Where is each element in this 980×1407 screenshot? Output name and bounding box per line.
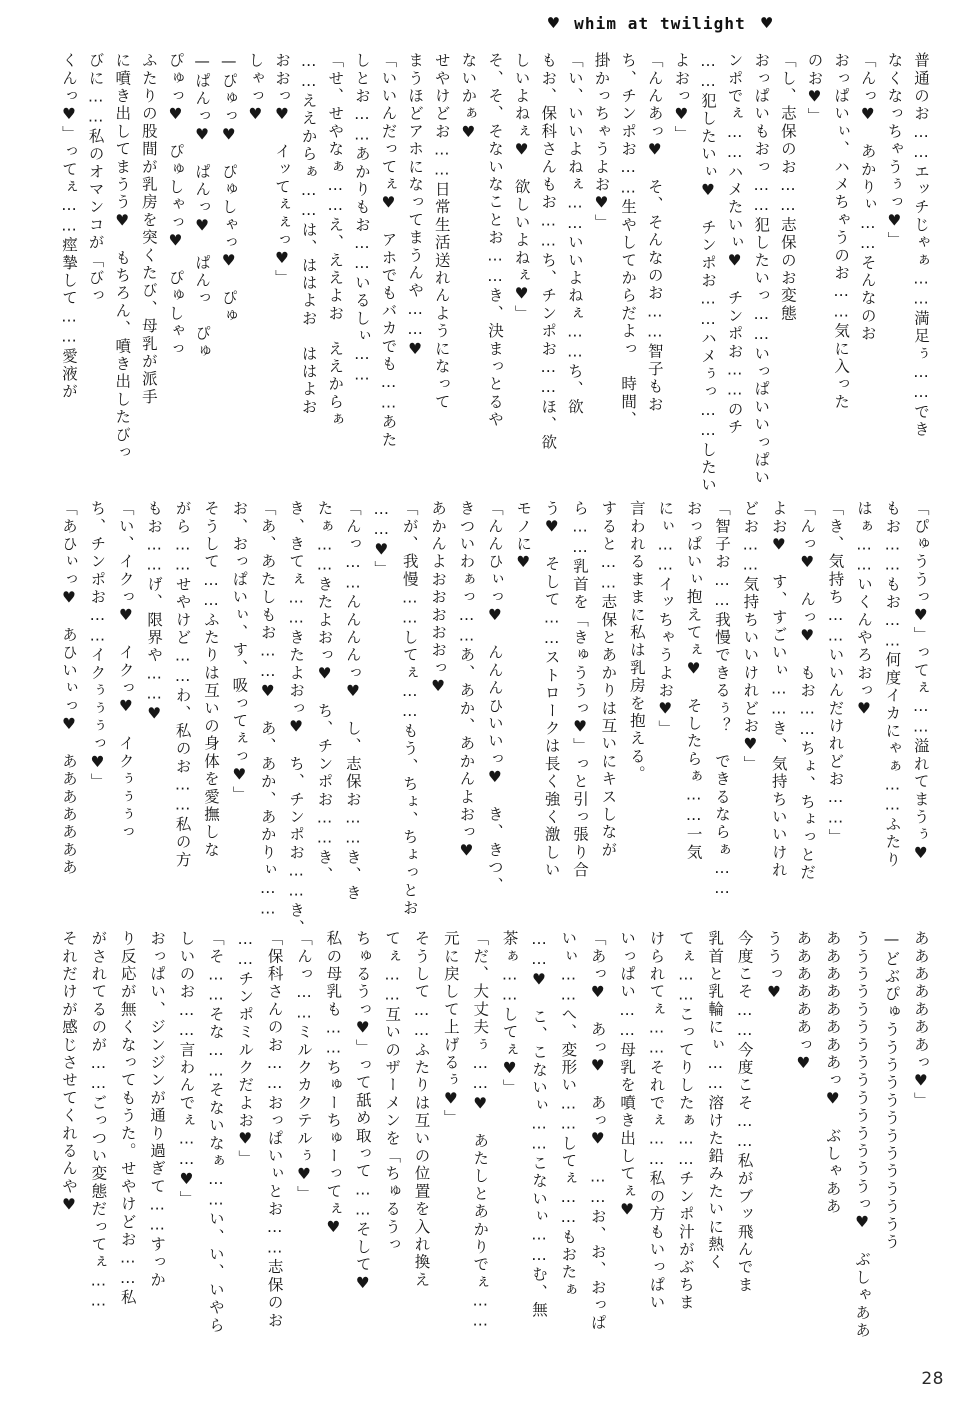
text-column: 「せ、せやなぁ……え、ええよお ええからぁ <box>326 52 345 429</box>
text-column: 「き、気持ち……いいんだけれどお……」 <box>826 500 845 847</box>
text-column: のお♥」 <box>805 52 824 126</box>
text-column: 私の母乳も……ちゅーちゅーってぇ♥ <box>324 930 343 1239</box>
text-column: 「ぴゅううっ♥」ってぇ……溢れてまうぅ♥ <box>911 500 930 864</box>
text-column: ンポでぇ……ハメたいぃ♥ チンポお……のチ <box>725 52 744 437</box>
text-column: ぴゅっ♥ ぴゅしゃっ♥ ぴゅしゃっ <box>166 52 185 358</box>
text-column: がら……せやけど……わ、私のお……私の方 <box>173 500 192 869</box>
text-column: 「あ、あたしもお……♥ あ、あか、あかりぃ…… <box>258 500 277 920</box>
text-column: しいのお……言わんでぇ……♥」 <box>177 930 196 1208</box>
text-column: 「そ……そな……そないなぁ……い、い、いやら <box>206 930 225 1335</box>
text-column: よお♥ す、すごいぃ……き、気持ちいいけれ <box>769 500 788 880</box>
text-column: ……犯したいぃ♥ チンポお……ハメぅっ……したい <box>699 52 717 495</box>
text-column: もお……もお……何度イカにゃぁ……ふたり <box>883 500 902 869</box>
text-column: ら……乳首を「きゅううっ♥」っと引っ張り合 <box>571 500 590 880</box>
text-column: お、おっぱいぃ、す、吸ってぇっ♥」 <box>230 500 249 804</box>
text-column: なくなっちゃうぅっ♥」 <box>885 52 904 250</box>
text-column: ち、チンポお……生やしてからだよっ 時間、 <box>619 52 638 429</box>
text-column: 「んっ♥ んっ♥ もお……ちょ、ちょっとだ <box>798 500 817 882</box>
text-column: 今度こそ……今度こそ……私がブッ飛んでま <box>735 930 754 1294</box>
text-column: 「いいんだってぇ♥ アホでもバカでも……あた <box>379 52 398 449</box>
text-column: それだけが感じさせてくれるんや♥ <box>60 930 78 1216</box>
text-column: 「んんあっ♥ そ、そんなのお……智子もお <box>645 52 664 414</box>
text-column: 「し、志保のお……志保のお変態 <box>778 52 797 323</box>
text-column: あかんよおおおおおっ♥ <box>429 500 448 698</box>
text-column: いっぱい……母乳を噴き出してぇ♥ <box>618 930 637 1221</box>
text-column: びに……私のオマンコが「びっ <box>86 52 105 305</box>
text-column: どお……気持ちいいけれどお♥」 <box>741 500 760 773</box>
text-column: 「あひぃっ♥ あひいぃっ♥ あああああああ <box>60 500 78 877</box>
text-column: ないかぁ♥ <box>459 52 478 143</box>
text-column: そうして……ふたりは互いの位置を入れ換え <box>412 930 431 1289</box>
text-column: —ぱんっ♥ ぱんっ♥ ぱんっ ぴゅ <box>193 52 212 361</box>
text-column: ……チンポミルクだよお♥」 <box>236 930 255 1168</box>
text-column: り反応が無くなってもうた。せやけどお……私 <box>118 930 137 1307</box>
text-column: がされてるのが……ごっつい変態だってぇ…… <box>89 930 108 1312</box>
text-column: —どぶぴゅううううううううううううう <box>882 930 901 1252</box>
heart-icon-left: ♥ <box>546 13 561 32</box>
text-column: しゃっ♥ <box>246 52 265 126</box>
text-column: よおっ♥」 <box>672 52 691 143</box>
text-column: ……♥ こ、こないぃ……こないぃ……む、無 <box>530 930 548 1320</box>
text-column: いぃ……へ、変形い……してぇ……もおたぁ <box>559 930 578 1299</box>
page-title: whim at twilight <box>574 13 746 33</box>
text-column: すると……志保とあかりは互いにキスしなが <box>599 500 618 859</box>
text-column: 「あっ♥ あっ♥ あっ♥ ……お、お、おっぱ <box>588 930 607 1332</box>
text-column: おっぱいぃ、ハメちゃうのお……気に入った <box>832 52 851 411</box>
text-column: 「んんひぃっ♥ んんんひいいっ♥ き、きつ、 <box>485 500 504 895</box>
text-column: もお……げ、限界や……♥ <box>145 500 164 725</box>
text-column: てぇ……互いのザーメンを「ちゅるうっ <box>383 930 402 1254</box>
text-column: 掛かっちゃうよお♥」 <box>592 52 611 232</box>
text-column: うううううううううううううううっ♥ ぶしゃああ <box>853 930 872 1340</box>
text-column: 言われるままに私は乳房を抱える。 <box>627 500 646 784</box>
text-column: そうして……ふたりは互いの身体を愛撫しな <box>201 500 220 859</box>
heart-icon-right: ♥ <box>759 13 774 32</box>
text-column: おっぱいぃ抱えてぇ♥ そしたらぁ……一気 <box>684 500 703 862</box>
text-block-upper <box>52 52 930 495</box>
text-column: —ぴゅっ♥ ぴゅしゃっ♥ ぴゅ <box>219 52 238 325</box>
text-column: ううっ♥ <box>765 930 783 1004</box>
text-column: 「い、イクっ♥ イクっ♥ イクぅぅぅっ <box>116 500 135 842</box>
text-column: 普通のお……エッチじゃぁ……満足ぅ……でき <box>912 52 930 439</box>
text-column: ふたりの股間が乳房を突くたび、母乳が派手 <box>139 52 158 406</box>
text-column: ……ええからぁ……は、ははよお ははよお <box>299 52 318 416</box>
text-column: しいよねぇ♥ 欲しいよねぇ♥」 <box>512 52 531 323</box>
text-column: ……♥」 <box>372 500 391 579</box>
text-column: ああああああっ♥ <box>794 930 813 1075</box>
text-column: しとお……あかりもお……いるしぃ…… <box>352 52 371 386</box>
text-column: たぁ……きたよおっ♥ ち、チンポお……き、 <box>315 500 334 885</box>
text-column: 「い、いいよねぇ……いいよねぇ……ち、欲 <box>565 52 584 416</box>
text-column: 「が、我慢……してぇ……もう、ちょ、ちょっとお <box>400 500 419 918</box>
text-column: せやけどお……日常生活送れんようになって <box>432 52 451 411</box>
text-column: き、きてぇ……きたよおっ♥ ち、チンポお……き、 <box>287 500 306 938</box>
page-number: 28 <box>921 1369 944 1389</box>
text-column: 「保科さんのお……おっぱいぃとお……志保のお <box>265 930 284 1330</box>
text-column: けられてぇ……それでぇ……私の方もいっぱい <box>647 930 666 1312</box>
text-column: モノに♥ <box>514 500 533 574</box>
text-column: に噴き出してまうう♥ もちろん、噴き出したびっ <box>113 52 132 462</box>
text-column: にぃ……イッちゃうよお♥」 <box>656 500 675 738</box>
text-block-middle <box>52 500 930 938</box>
text-column: おっぱいもおっ……犯したいっ……いっぱいいっぱい <box>752 52 771 487</box>
text-column: きついわぁっ……あ、あか、あかんよおっ♥ <box>457 500 476 862</box>
text-column: てぇ……こってりしたぁ……チンポ汁がぶちま <box>676 930 695 1312</box>
text-column: あああああああっ♥」 <box>911 930 930 1110</box>
text-column: もお、保科さんもお……ち、チンポお……ほ、欲 <box>539 52 558 452</box>
text-column: そ、そ、そないなことお……き、決まっとるや <box>486 52 504 429</box>
text-column: おっぱい、ジンジンが通り過ぎて……すっか <box>148 930 167 1289</box>
text-column: ち、チンポお……イクぅぅぅっ♥」 <box>88 500 107 791</box>
text-column: 茶ぁ……してぇ♥」 <box>500 930 519 1097</box>
text-column: ちゅるうっ♥」って舐め取って……そして♥ <box>353 930 372 1294</box>
text-column: はぁ……いくんやろおっ♥ <box>854 500 873 720</box>
text-column: ああああああああっ♥ ぶしゃああ <box>823 930 842 1216</box>
text-column: おおっ♥ イッてぇぇっ♥」 <box>273 52 291 288</box>
text-column: う♥ そして……ストロークは長く強く激しい <box>542 500 561 880</box>
text-column: 「んっ……ミルクカクテルぅ♥」 <box>295 930 313 1203</box>
text-block-lower <box>52 930 930 1340</box>
text-column: 元に戻して上げるぅ♥」 <box>441 930 460 1128</box>
text-column: 乳首と乳輪にぃ……溶けた鉛みたいに熱く <box>706 930 725 1272</box>
text-column: くんっ♥」ってぇ……痙摯して……愛液が <box>60 52 78 401</box>
text-column: 「だ、大丈夫ぅ……♥ あたしとあかりでぇ…… <box>471 930 490 1332</box>
text-column: 「智子お……我慢できるぅ？ できるならぁ…… <box>712 500 731 900</box>
text-column: まうほどアホになってまうんや……♥ <box>406 52 425 361</box>
text-column: 「んっ♥ あかりぃ……そんなのお <box>858 52 877 343</box>
text-column: 「んっ……んんんんっ♥ し、志保お……き、き <box>343 500 362 902</box>
page-header <box>0 8 980 38</box>
